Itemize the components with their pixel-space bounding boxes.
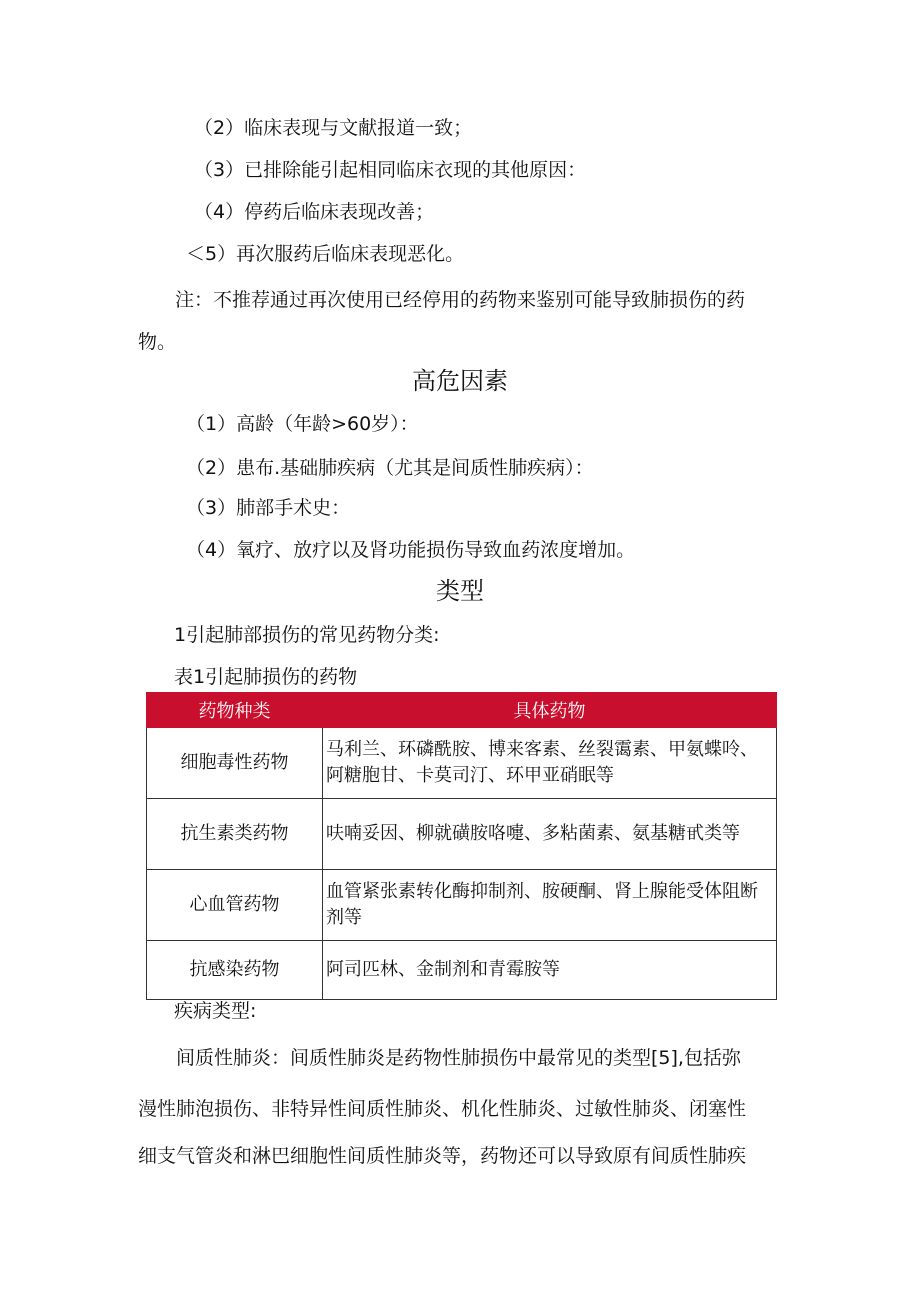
risk-factor-3: （3）肺部手术史：: [186, 497, 351, 519]
drug-list-cell: 阿司匹林、金制剂和青霉胺等: [323, 941, 777, 1000]
drug-list-cell: 呋喃妥因、柳就磺胺咯嚏、多粘菌素、氨基糖甙类等: [323, 799, 777, 870]
table-header-row: [147, 693, 777, 728]
header-specific-drugs: 具体药物: [323, 693, 777, 728]
table-row: [147, 728, 777, 799]
note-line-2: 物。: [138, 331, 177, 353]
interstitial-line-2: 漫性肺泡损伤、非特异性间质性肺炎、机化性肺炎、过敏性肺炎、闭塞性: [138, 1098, 747, 1120]
drug-table: [146, 692, 777, 1000]
risk-factor-2: （2）患布.基础肺疾病（尤其是间质性肺疾病）：: [186, 457, 594, 479]
table-row: [147, 870, 777, 941]
criterion-3: （3）已排除能引起相同临床衣现的其他原因：: [194, 159, 587, 181]
criterion-2: （2）临床表现与文献报道一致；: [194, 117, 473, 139]
interstitial-line-1: 间质性肺炎：间质性肺炎是药物性肺损伤中最常见的类型[5],包括弥: [176, 1047, 741, 1069]
risk-factors-heading: 高危因素: [412, 367, 508, 395]
table-row: [147, 799, 777, 870]
note-line-1: 注：不推荐通过再次使用已经停用的药物来鉴别可能导致肺损伤的药: [175, 289, 746, 311]
types-heading: 类型: [436, 577, 484, 605]
criterion-4: （4）停药后临床表现改善；: [194, 201, 435, 223]
risk-factor-1: （1）高龄（年龄>60岁）：: [186, 413, 419, 435]
drug-list-cell: 马利兰、环磷酰胺、博来客素、丝裂霭素、甲氨蝶呤、阿糖胞甘、卡莫司汀、环甲亚硝眠等: [323, 728, 777, 799]
criterion-5: ＜5）再次服药后临床表现恶化。: [186, 243, 465, 265]
table-caption: 表1引起肺损伤的药物: [174, 666, 358, 688]
drug-list-cell: 血管紧张素转化酶抑制剂、胺硬酮、肾上腺能受体阻断剂等: [323, 870, 777, 941]
types-intro: 1引起肺部损伤的常见药物分类:: [174, 624, 440, 646]
drug-category-cell: 抗生素类药物: [147, 799, 323, 870]
table-row: [147, 941, 777, 1000]
drug-category-cell: 抗感染药物: [147, 941, 323, 1000]
header-drug-category: 药物种类: [147, 693, 323, 728]
drug-category-cell: 细胞毒性药物: [147, 728, 323, 799]
drug-category-cell: 心血管药物: [147, 870, 323, 941]
interstitial-line-3: 细支气管炎和淋巴细胞性间质性肺炎等，药物还可以导致原有间质性肺疾: [138, 1145, 747, 1167]
risk-factor-4: （4）氧疗、放疗以及肾功能损伤导致血药浓度增加。: [186, 539, 636, 561]
disease-types-label: 疾病类型:: [174, 1000, 257, 1022]
